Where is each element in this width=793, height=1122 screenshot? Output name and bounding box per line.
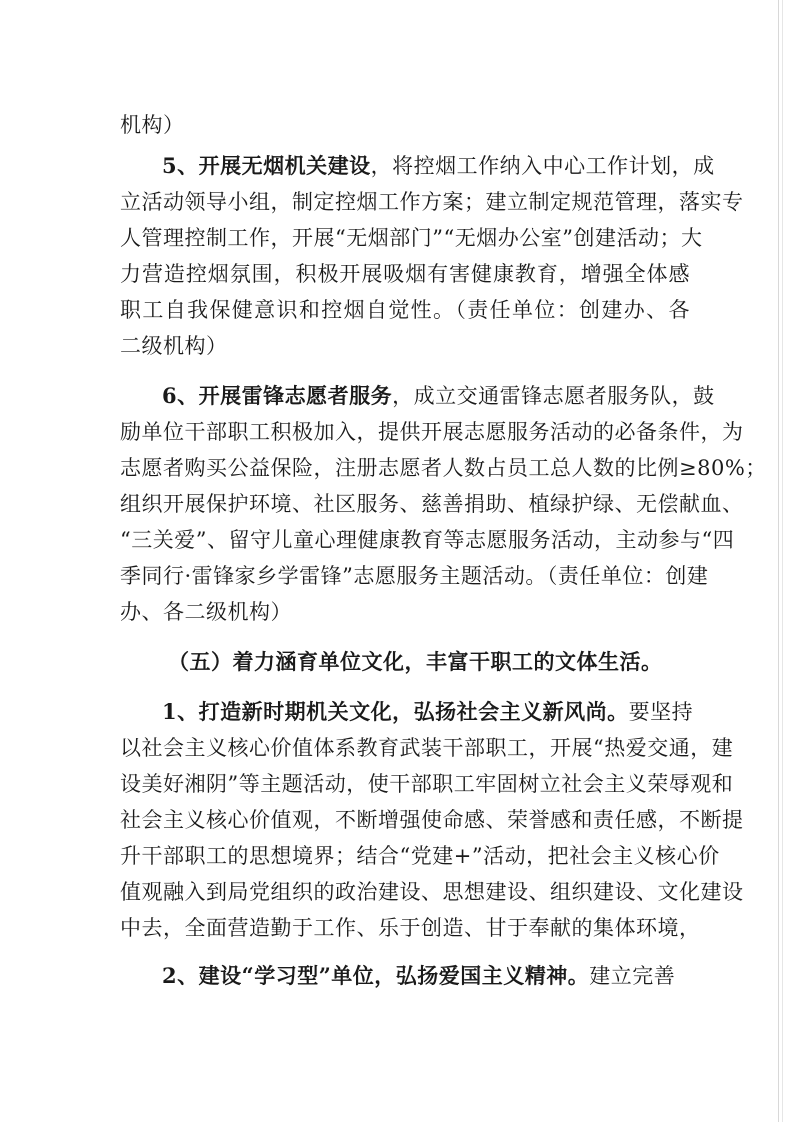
line-text: 建立完善 (589, 964, 676, 988)
scan-edge-line (782, 0, 783, 1122)
text-line (120, 414, 744, 450)
line-text: 办、各二级机构） (120, 600, 292, 624)
line-text: 机构） (120, 113, 185, 137)
text-line (120, 644, 738, 680)
text-line (120, 184, 744, 220)
text-line (120, 292, 690, 328)
line-text: 二级机构） (120, 334, 228, 358)
text-line (120, 594, 690, 630)
bold-lead-text: 1、打造新时期机关文化，弘扬社会主义新风尚。 (162, 699, 629, 724)
line-text: ，将控烟工作纳入中心工作计划，成 (370, 154, 715, 178)
line-text: 人管理控制工作，开展“无烟部门”“无烟办公室”创建活动；大 (120, 226, 703, 250)
text-line (120, 378, 715, 414)
text-line (120, 730, 734, 766)
line-text: 设美好湘阴”等主题活动，使干部职工牢固树立社会主义荣辱观和 (120, 772, 734, 796)
line-text: 立活动领导小组，制定控烟工作方案；建立制定规范管理，落实专 (120, 190, 744, 214)
text-line (120, 874, 744, 910)
line-text: 中去，全面营造勤于工作、乐于创造、甘于奉献的集体环境， (120, 916, 701, 940)
line-text: 组织开展保护环境、社区服务、慈善捐助、植绿护绿、无偿献血、 (120, 492, 744, 516)
bold-lead-text: 6、开展雷锋志愿者服务 (162, 383, 393, 408)
text-line (120, 694, 694, 730)
line-text: 值观融入到局党组织的政治建设、思想建设、组织建设、文化建设 (120, 880, 744, 904)
text-line (120, 910, 701, 946)
line-text: 职工自我保健意识和控烟自觉性。（责任单位：创建办、各 (120, 298, 690, 322)
line-text: 志愿者购买公益保险，注册志愿者人数占员工总人数的比例≥80%； (120, 456, 767, 480)
line-text: 季同行·雷锋家乡学雷锋”志愿服务主题活动。（责任单位：创建 (120, 564, 709, 588)
line-text: 升干部职工的思想境界；结合“党建+”活动，把社会主义核心价 (120, 844, 720, 868)
bold-lead-text: 2、建设“学习型”单位，弘扬爱国主义精神。 (162, 963, 590, 988)
line-text: 社会主义核心价值观，不断增强使命感、荣誉感和责任感，不断提 (120, 808, 744, 832)
bold-lead-text: 5、开展无烟机关建设 (162, 153, 371, 178)
text-line (120, 256, 690, 292)
text-line (120, 958, 690, 994)
text-line (120, 107, 690, 143)
text-line (120, 220, 703, 256)
line-text: 励单位干部职工积极加入，提供开展志愿服务活动的必备条件，为 (120, 420, 744, 444)
heading-text: （五）着力涵育单位文化，丰富干职工的文体生活。 (168, 649, 663, 674)
text-line (120, 522, 735, 558)
line-text: ，成立交通雷锋志愿者服务队，鼓 (392, 384, 715, 408)
text-line (120, 486, 744, 522)
text-line (120, 766, 734, 802)
text-line (120, 450, 767, 486)
text-line (120, 838, 720, 874)
text-line (120, 328, 690, 364)
line-text: 力营造控烟氛围，积极开展吸烟有害健康教育，增强全体感 (120, 262, 690, 286)
text-line (120, 148, 715, 184)
scan-edge-line (778, 0, 779, 1122)
line-text: 要坚持 (628, 700, 694, 724)
text-line (120, 558, 709, 594)
line-text: 以社会主义核心价值体系教育武装干部职工，开展“热爱交通，建 (120, 736, 734, 760)
text-line (120, 802, 744, 838)
line-text: “三关爱”、留守儿童心理健康教育等志愿服务活动，主动参与“四 (120, 528, 735, 552)
